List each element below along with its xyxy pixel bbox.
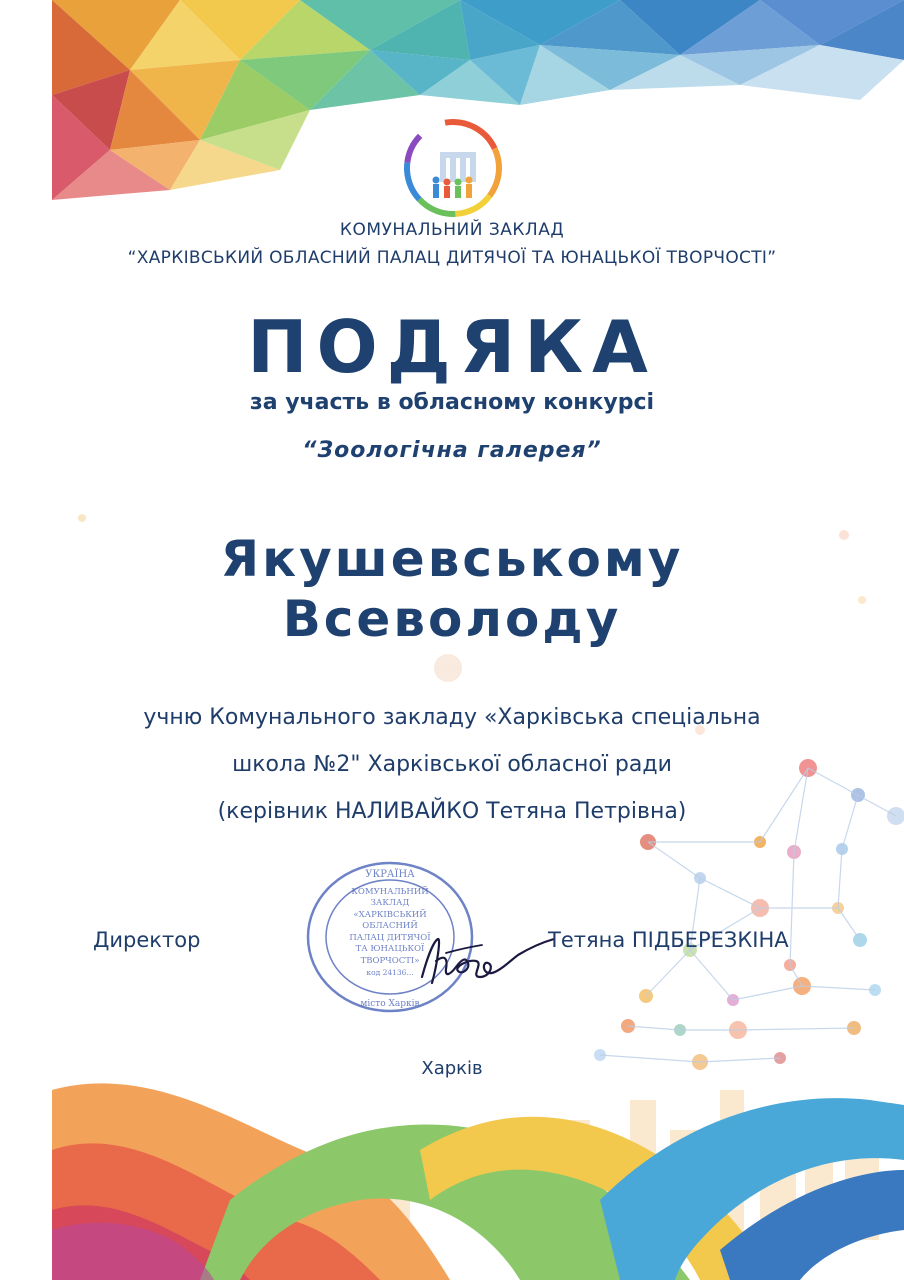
city-label: Харків	[421, 1058, 483, 1079]
subtitle-line-1: за участь в обласному конкурсі	[249, 390, 655, 415]
institution-line-1: КОМУНАЛЬНИЙ ЗАКЛАД	[339, 220, 565, 240]
signatory-position: Директор	[93, 928, 201, 952]
stamp-line: ПАЛАЦ ДИТЯЧОЇ	[349, 933, 431, 943]
stamp-code: код 24136...	[366, 968, 414, 977]
institution-logo	[400, 115, 507, 222]
contest-name: “Зоологічна галерея”	[302, 438, 602, 463]
stamp-line: ОБЛАСНИЙ	[362, 921, 418, 931]
stamp-line: «ХАРКІВСЬКИЙ	[353, 910, 427, 920]
top-polygon-band	[52, 0, 904, 200]
recipient-given-name: Всеволоду	[282, 590, 622, 648]
stamp-line: ТВОРЧОСТІ»	[360, 956, 420, 966]
description-line-2: школа №2" Харківської обласної ради	[232, 752, 672, 777]
institution-line-2: “ХАРКІВСЬКИЙ ОБЛАСНИЙ ПАЛАЦ ДИТЯЧОЇ ТА ЮНАЦЬКОЇ ТВОРЧОСТІ”	[127, 248, 777, 268]
certificate-title: ПОДЯКА	[247, 305, 657, 389]
handwritten-signature	[410, 925, 560, 1000]
stamp-top-text: УКРАЇНА	[365, 869, 415, 880]
bottom-rainbow-ribbons	[52, 1083, 904, 1280]
recipient-surname: Якушевському	[220, 530, 684, 588]
description-line-3: (керівник НАЛИВАЙКО Тетяна Петрівна)	[217, 799, 687, 824]
stamp-line: КОМУНАЛЬНИЙ	[351, 887, 429, 897]
stamp-line: ЗАКЛАД	[370, 898, 410, 908]
description-line-1: учню Комунального закладу «Харківська спеціальна	[143, 705, 761, 730]
stamp-line: ТА ЮНАЦЬКОЇ	[355, 944, 425, 954]
stamp-bottom-text: місто Харків	[360, 999, 420, 1009]
signatory-name: Тетяна ПІДБЕРЕЗКІНА	[548, 928, 789, 952]
